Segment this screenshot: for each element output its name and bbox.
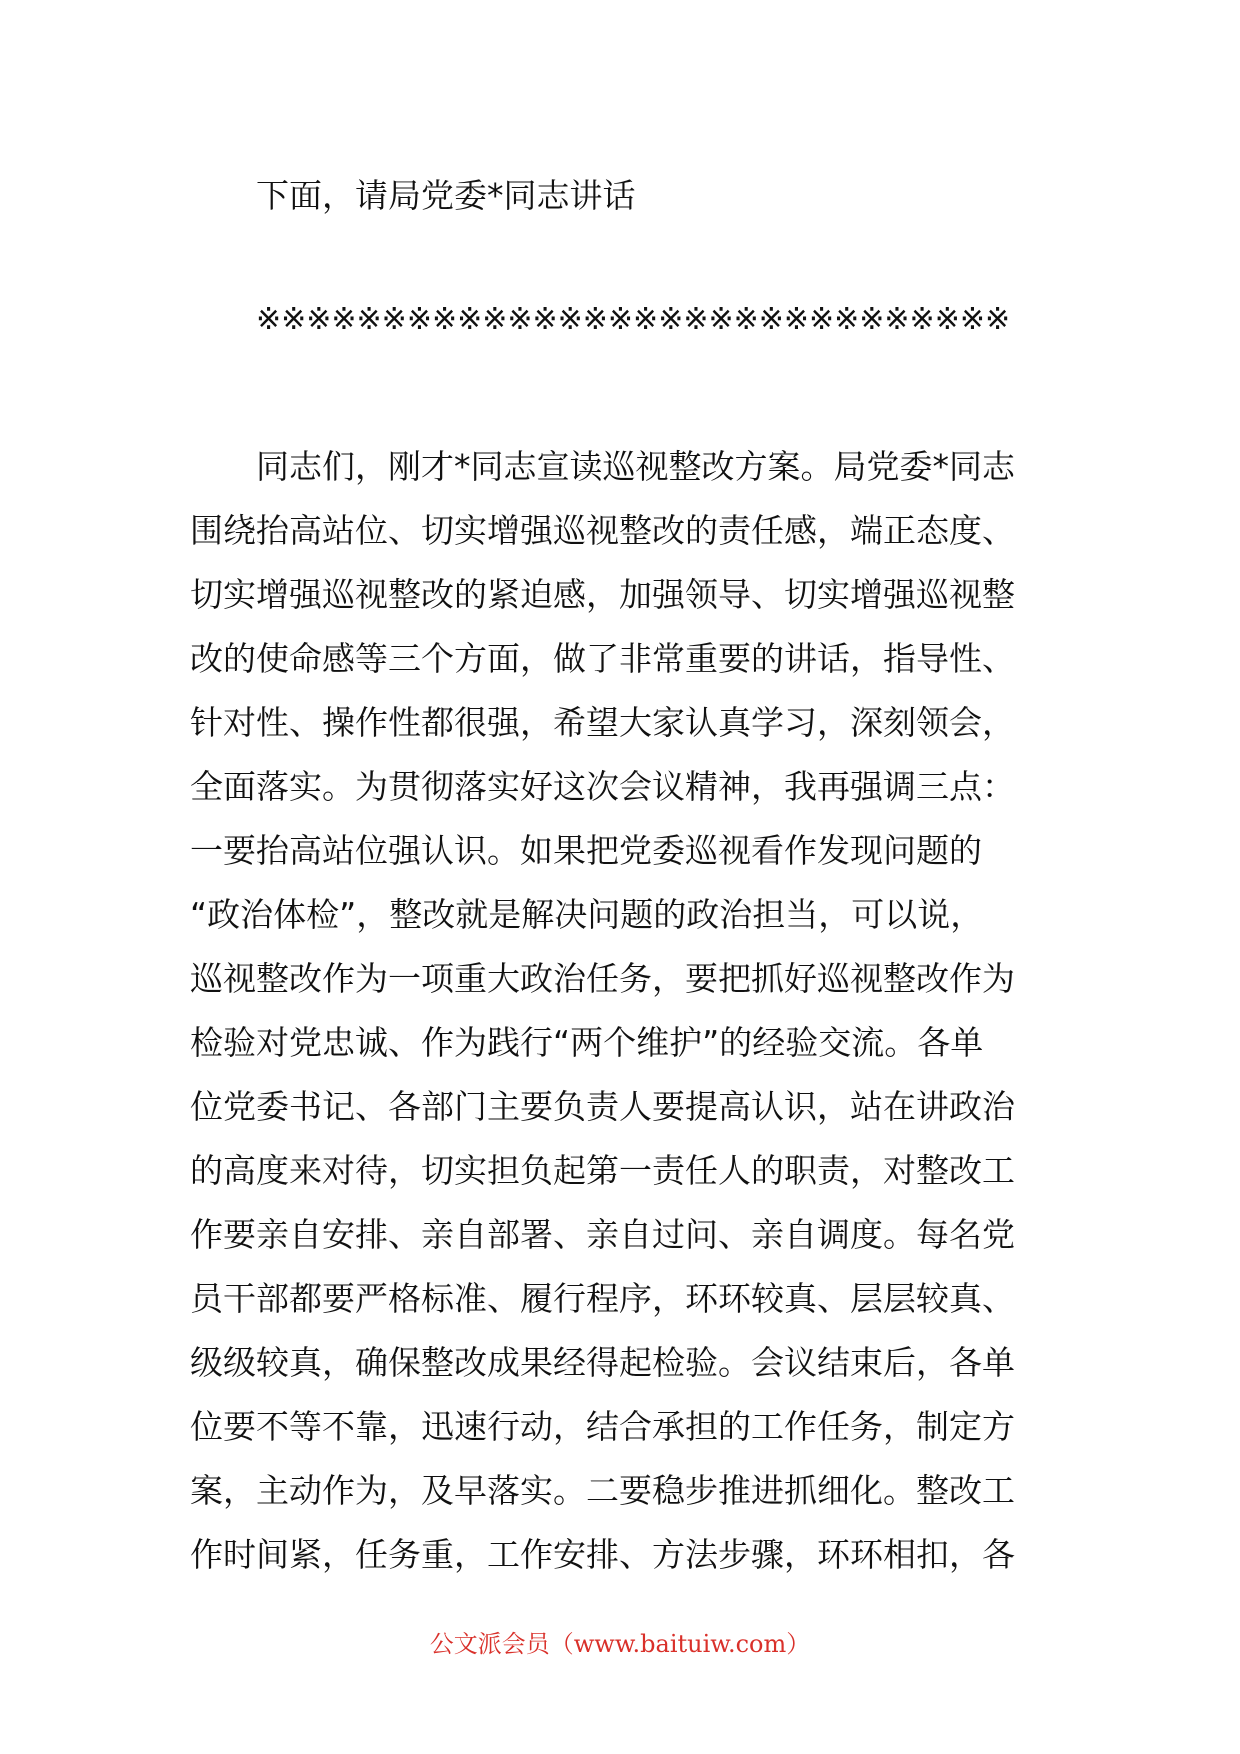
body-line: 巡视整改作为一项重大政治任务，要把抓好巡视整改作为: [190, 959, 1015, 998]
body-line: 全面落实。为贯彻落实好这次会议精神，我再强调三点：: [190, 767, 1015, 806]
footer-watermark-link[interactable]: 公文派会员（www.baituiw.com）: [429, 1630, 811, 1658]
body-line: 检验对党忠诚、作为践行“两个维护”的经验交流。各单: [190, 1023, 984, 1062]
body-line: 作要亲自安排、亲自部署、亲自过问、亲自调度。每名党: [190, 1215, 1015, 1254]
body-line: 改的使命感等三个方面，做了非常重要的讲话，指导性、: [190, 639, 1015, 678]
body-line: 一要抬高站位强认识。如果把党委巡视看作发现问题的: [190, 831, 982, 870]
body-line: “政治体检”，整改就是解决问题的政治担当，可以说，: [190, 895, 984, 934]
body-line: 员干部都要严格标准、履行程序，环环较真、层层较真、: [190, 1279, 1015, 1318]
body-line: 作时间紧，任务重，工作安排、方法步骤，环环相扣，各: [190, 1535, 1015, 1574]
body-line: 位党委书记、各部门主要负责人要提高认识，站在讲政治: [190, 1087, 1015, 1126]
speech-body: [190, 435, 1060, 1587]
body-line: 的高度来对待，切实担负起第一责任人的职责，对整改工: [190, 1151, 1015, 1190]
body-line: 级级较真，确保整改成果经得起检验。会议结束后，各单: [190, 1343, 1015, 1382]
body-line: 同志们，刚才*同志宣读巡视整改方案。局党委*同志: [256, 447, 1015, 486]
body-line: 针对性、操作性都很强，希望大家认真学习，深刻领会，: [190, 703, 1015, 742]
body-line: 案，主动作为，及早落实。二要稳步推进抓细化。整改工: [190, 1471, 1015, 1510]
intro-line: 下面，请局党委*同志讲话: [256, 176, 636, 215]
separator-line: ※※※※※※※※※※※※※※※※※※※※※※※※※※※※※※: [256, 302, 1011, 337]
body-line: 位要不等不靠，迅速行动，结合承担的工作任务，制定方: [190, 1407, 1015, 1446]
body-line: 切实增强巡视整改的紧迫感，加强领导、切实增强巡视整: [190, 575, 1015, 614]
body-line: 围绕抬高站位、切实增强巡视整改的责任感，端正态度、: [190, 511, 1015, 550]
